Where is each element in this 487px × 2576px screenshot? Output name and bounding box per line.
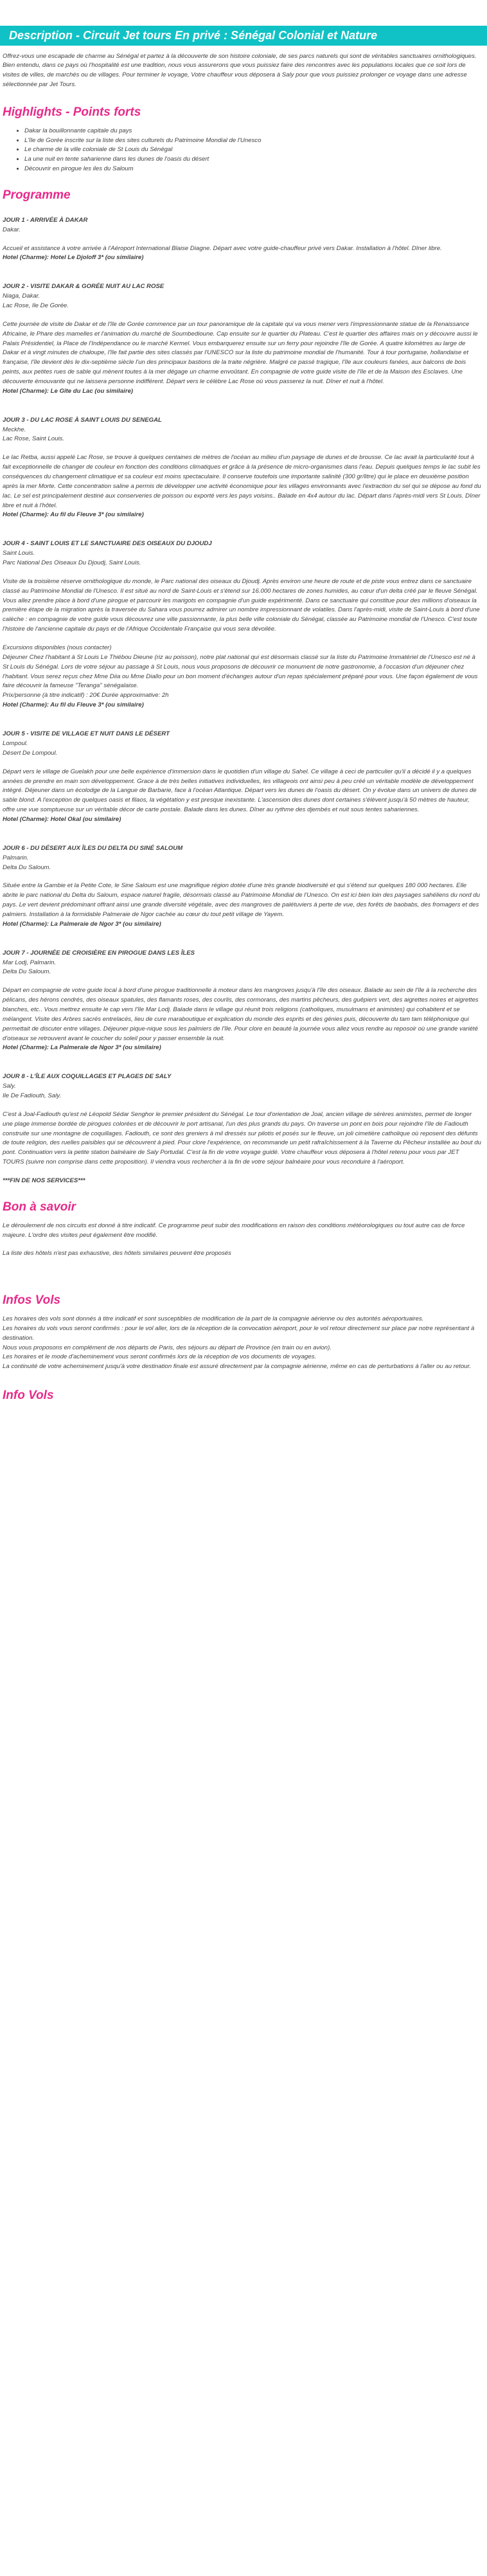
infos-vols-paragraph: Les horaires et le mode d'acheminement vous seront confirmés lors de la réception de vos documents de voyages.: [3, 1353, 317, 1361]
infos-vols-heading: Infos Vols: [3, 1293, 61, 1308]
day-description: Accueil et assistance à votre arrivée à l'Aéroport International Blaise Diagne. Départ avec votre guide-chauffeur privé vers Dakar. Installation à l'hôtel. Dîner libre.: [3, 244, 442, 252]
highlight-item: • Le charme de la ville coloniale de St Louis du Sénégal: [24, 145, 482, 155]
infos-vols-text: [3, 1315, 482, 1372]
day-description: Située entre la Gambie et la Petite Cote, le Sine Saloum est une magnifique région dotée d'une très grande biodiversité et qui s'étend sur quelques 180 000 hectares. Elle abrite le parc national du Delta du Saloum, espace naturel fragile, désormais classé au Patrimoine Mondial de l'Unesco. On est ici bien loin des paysages sahéliens du nord du pays. Le vert devient prédominant offrant ainsi une grande diversité végétale, avec des mangroves de palétuviers à perte de vue, des forêts de baobabs, des fromagers et des palmiers. Installation à la formidable Palmeraie de Ngor cachée au cœur du tout petit village de Yayem.: [3, 882, 481, 918]
day-place: Ile De Fadiouth, Saly.: [3, 1092, 62, 1099]
highlight-item: • La une nuit en tente saharienne dans les dunes de l'oasis du désert: [24, 155, 482, 165]
day-place: Désert De Lompoul.: [3, 749, 58, 757]
day-hotel: Hotel (Charme): Au fil du Fleuve 3* (ou similaire): [3, 511, 144, 519]
bon-a-savoir-paragraph: La liste des hôtels n'est pas exhaustive, des hôtels similaires peuvent être proposés: [3, 1250, 231, 1257]
day-place: Meckhe.: [3, 426, 26, 433]
services-end: ***FIN DE NOS SERVICES***: [3, 1177, 85, 1184]
day-excursions: Excursions disponibles (nous contacter) Déjeuner Chez l'habitant à St Louis Le Thiébou Dieune (riz au poisson), notre plat national qui est désormais classé sur la liste du Patrimoine Immatériel de l'Unesco est né à St Louis du Sénégal. Lors de votre séjour au passage à St Louis, nous vous proposons de découvrir ce monument de notre gastronomie, à l'occasion d'un déjeuner chez l'habitant. Vous serez reçus chez Mme Diia ou Mme Diallo pour un bon moment d'échanges autour d'un repas spécialement préparé pour vous. Une façon également de vous faire découvrir la fameuse "Teranga" sénégalaise. Prix/personne (à titre indicatif) : 20€ Durée approximative: 2h: [3, 644, 478, 699]
content: [0, 52, 487, 1403]
infos-vols-paragraph: Les horaires des vols sont donnés à titre indicatif et sont susceptibles de modification de la part de la compagnie aérienne ou des autorités aéroportuaires.: [3, 1315, 424, 1323]
day-place: Mar Lodj, Palmarin.: [3, 959, 57, 966]
day-hotel: Hotel (Charme): La Palmeraie de Ngor 3* (ou similaire): [3, 920, 161, 928]
infos-vols-paragraph: Les horaires du vols vous seront confirmés : pour le vol aller, lors de la réception de la convocation aéroport, pour le vol retour directement sur place par notre représentant à destination.: [3, 1324, 475, 1342]
day-description: Départ vers le village de Guelakh pour une belle expérience d'immersion dans le quotidien d'un village du Sahel. Ce village à ceci de particulier qu'il a décidé il y a quelques années de prendre en main son développement. Grace à de très belles initiatives individuelles, les villageois ont ainsi peu à peu créé un véritable modèle de développement intégré. Déjeuner dans un écolodge de la Langue de Barbarie, face à l'océan Atlantique. Départ vers les dunes de l'oasis du désert. On y évolue dans un univers de dunes de sable blond. A l'exception de quelques oasis et filaos, la végétation y est presque inexistante. L'ascension des dunes dont certaines s'élèvent jusqu'à 50 mètres de hauteur, offre une vue somptueuse sur un véritable décor de carte postale. Balade dans les dunes. Dîner au rythme des djembés et nuit sous tentes sahariennes.: [3, 768, 477, 814]
programme-day: [3, 844, 482, 930]
programme-heading: Programme: [3, 188, 71, 203]
day-title: JOUR 5 - VISITE DE VILLAGE ET NUIT DANS LE DÉSERT: [3, 730, 170, 738]
programme-day: [3, 949, 482, 1054]
page: [0, 26, 487, 1403]
programme-day: [3, 730, 482, 825]
bon-a-savoir-text: [3, 1221, 482, 1259]
programme-day: [3, 216, 482, 263]
day-hotel: Hotel (Charme): Au fil du Fleuve 3* (ou similaire): [3, 701, 144, 709]
day-title: JOUR 8 - L'ÎLE AUX COQUILLAGES ET PLAGES DE SALY: [3, 1073, 172, 1081]
infos-vols-paragraph: La continuité de votre acheminement jusqu'à votre destination finale est assuré directement par la compagnie aérienne, même en cas de perturbations à l'aller ou au retour.: [3, 1363, 472, 1371]
day-hotel: Hotel (Charme): La Palmeraie de Ngor 3* (ou similaire): [3, 1044, 161, 1052]
day-hotel: Hotel (Charme): Hotel Le Djoloff 3* (ou similaire): [3, 254, 144, 262]
programme-day: [3, 1072, 482, 1167]
day-place: Lac Rose, Ile De Gorée.: [3, 302, 69, 309]
day-hotel: Hotel (Charme): Le Gîte du Lac (ou similaire): [3, 387, 134, 395]
day-place: Lompoul.: [3, 739, 28, 747]
day-description: C'est à Joal-Fadiouth qu'est né Léopold Sédar Senghor le premier président du Sénégal. Le tour d'orientation de Joal, ancien village de sérères animistes, permet de longer une plage immense bordée de pirogues colorées et de découvrir le port artisanal, l'un des plus grands du pays. On traverse un pont en bois pour rejoindre l'île de Fadiouth construite sur une montagne de coquillages. Fadiouth, ce sont des greniers à mil dressés sur pilotis et posés sur le fleuve, un joli cimetière catholique où reposent des défunts de toute religion, des ruelles paisibles qui se découvrent à pied. Pour clore l'expérience, on recommande un petit rafraîchissement à la Taverne du Pêcheur installée au bout du pont. Continuation vers la petite station balnéaire de Saly Portudal. C'est la fin de votre voyage guidé. Votre chauffeur vous déposera à l'hôtel retenu pour vous par JET TOURS (suivre non comprise dans cette proposition). Il viendra vous rechercher à la fin de votre séjour balnéaire pour vous reconduire à l'aéroport.: [3, 1110, 481, 1166]
day-place: Palmarin.: [3, 854, 29, 861]
day-place: Dakar.: [3, 226, 21, 233]
highlight-item: • L'île de Gorée inscrite sur la liste des sites culturels du Patrimoine Mondial de l'Unesco: [24, 136, 482, 146]
highlight-item: • Découvrir en pirogue les iles du Saloum: [24, 165, 482, 174]
day-place: Saly.: [3, 1083, 16, 1090]
highlights-heading: Highlights - Points forts: [3, 105, 141, 119]
day-title: JOUR 6 - DU DÉSERT AUX ÎLES DU DELTA DU SINÉ SALOUM: [3, 844, 183, 852]
day-place: Delta Du Saloum.: [3, 968, 51, 976]
programme-day: [3, 416, 482, 521]
day-title: JOUR 1 - ARRIVÉE À DAKAR: [3, 216, 88, 224]
day-description: Cette journée de visite de Dakar et de l'île de Gorée commence par un tour panoramique de la capitale qui va vous mener vers l'impressionnante statue de la Renaissance Africaine, le Phare des mamelles et l'animation du marché de Soumbedioune. Cap ensuite sur le quartier du Plateau. C'est le quartier des affaires mais on y découvre aussi le Palais Présidentiel, la Place de l'Indépendance ou le marché Kermel. Vous embarquerez ensuite sur un ferry pour rejoindre l'île de Gorée. A quatre kilomètres au large de Dakar et à vingt minutes de chaloupe, l'île fait partie des sites classés par l'UNESCO sur la liste du patrimoine mondial de l'humanité. Tour à tour portugaise, hollandaise et française, l'île devient dès le dix-septième siècle l'un des principaux bastions de la traite négrière. Malgré ce passé tragique, l'île aux couleurs fanées, aux balcons de bois peints, aux petites rues de sable qui mènent toutes à la mer dégage un charme envoûtant. En compagnie de votre guide visite de l'île et de la Maison des Esclaves. Une découverte émouvante qui ne laissera personne indifférent. Départ vers le célèbre Lac Rose où vous passerez la nuit. Dîner et nuit à l'hôtel.: [3, 320, 478, 385]
day-title: JOUR 3 - DU LAC ROSE À SAINT LOUIS DU SENEGAL: [3, 416, 162, 424]
day-description: Départ en compagnie de votre guide local à bord d'une pirogue traditionnelle à moteur dans les mangroves jusqu'à l'île des oiseaux. Balade au sein de l'île à la recherche des pélicans, des hérons cendrés, des oiseaux spatules, des flamants roses, des courlis, des cormorans, des martins pêcheurs, des guêpiers vert, des aigrettes noires et aigrettes blanches, etc.. Vous mettrez ensuite le cap vers l'île Mar Lodj. Balade dans le village qui réunit trois religions (catholiques, musulmans et animistes) qui cohabitent et se mélangent. Visite des Arbres sacrés entrelacés, lieu de cure maraboutique et explication du monde des esprits et des génies puis, découverte du tam tam téléphonique qui permettait de discuter entre villages. Déjeuner pique-nique sous les palmiers de l'île. Pour clore en beauté la journée vous allez vous rendre au reposoir où une grande variété d'oiseaux se retrouvent avant le coucher du soleil pour y passer ensemble la nuit.: [3, 987, 479, 1042]
highlights-list: [3, 127, 482, 174]
intro-text: Offrez-vous une escapade de charme au Sénégal et partez à la découverte de son histoire coloniale, de ses parcs naturels qui sont de véritables sanctuaires ornithologiques. Bien entendu, dans ce pays où l'hospitalité est une tradition, nous vous assurerons que vous puissiez faire des rencontres avec les populations locales que ce soit lors de visites de villes, de marchés ou de villages. Pour terminer le voyage, Votre chauffeur vous déposera à Saly pour que vous puissiez prolonger ce voyage dans une adresse sélectionnée par Jet Tours.: [3, 52, 477, 89]
day-place: Parc National Des Oiseaux Du Djoudj, Saint Louis.: [3, 559, 141, 567]
info-vols-heading: Info Vols: [3, 1389, 54, 1403]
day-description: Visite de la troisième réserve ornithologique du monde, le Parc national des oiseaux du Djoudj. Après environ une heure de route et de piste vous entrez dans ce sanctuaire classé au Patrimoine Mondial de l'Unesco. Il est situé au nord de Saint-Louis et s'étend sur 16.000 hectares de zones humides, au cœur d'un delta créé par le fleuve Sénégal. Vous allez prendre place à bord d'une pirogue et parcourir les marigots en compagnie d'un guide expérimenté. Dans ce sanctuaire qui constitue pour des millions d'oiseaux la première étape de la migration après la traversée du Sahara vous pourrez admirer un nombre impressionnant de volatiles. Dans l'après-midi, visite de Saint-Louis à bord d'une calèche : en compagnie de votre guide vous découvrez une ville passionnante, la plus belle ville coloniale du Sénégal, classée au Patrimoine mondial de l'Unesco. C'est toute l'histoire de l'ancienne capitale du pays et de l'Afrique Occidentale Française qui vous sera dévoilée.: [3, 577, 480, 633]
day-title: JOUR 4 - SAINT LOUIS ET LE SANCTUAIRE DES OISEAUX DU DJOUDJ: [3, 540, 212, 548]
day-title: JOUR 7 - JOURNÉE DE CROISIÈRE EN PIROGUE DANS LES ÎLES: [3, 949, 195, 957]
bon-a-savoir-heading: Bon à savoir: [3, 1200, 76, 1214]
programme-day: [3, 282, 482, 396]
day-hotel: Hotel (Charme): Hotel Okal (ou similaire): [3, 815, 121, 823]
infos-vols-paragraph: Nous vous proposons en complément de nos départs de Paris, des séjours au départ de Province (en train ou en avion).: [3, 1344, 332, 1351]
day-title: JOUR 2 - VISITE DAKAR & GORÉE NUIT AU LAC ROSE: [3, 283, 164, 291]
day-description: Le lac Retba, aussi appelé Lac Rose, se trouve à quelques centaines de mètres de l'océan au milieu d'un paysage de dunes et de brousse. Ce lac avait la particularité tout à fait exceptionnelle de changer de couleur en fonction des conditions climatiques et grâce à la présence de micro-organismes dans l'eau. Depuis quelques temps le lac subit les conséquences du changement climatique et sa couleur est moins spectaculaire. Il conserve toutefois une importante salinité (300 gr/litre) qui le place en deuxième position après la mer Morte. Cette concentration saline a permis de développer une activité économique pour les villages environnants avec l'extraction du sel qui se dépose au fond du lac. Le sel est principalement destiné aux conserveries de poisson ou exporté vers les pays voisins.. Balade en 4x4 autour du lac. Départ dans l'après-midi vers St Louis. Dîner libre et nuit à l'hôtel.: [3, 454, 481, 509]
day-place: Niaga, Dakar.: [3, 293, 40, 300]
programme-day: [3, 539, 482, 710]
page-title: Description - Circuit Jet tours En privé : Sénégal Colonial et Nature: [0, 26, 487, 46]
programme-days: [3, 216, 482, 1167]
day-place: Lac Rose, Saint Louis.: [3, 435, 64, 443]
day-place: Saint Louis.: [3, 550, 35, 557]
highlight-item: • Dakar la bouillonnante capitale du pays: [24, 127, 482, 136]
day-place: Delta Du Saloum.: [3, 863, 51, 871]
bon-a-savoir-paragraph: Le déroulement de nos circuits est donné à titre indicatif. Ce programme peut subir des modifications en raison des conditions météorologiques ou tout autre cas de force majeure. L'ordre des visites peut également être modifié.: [3, 1221, 465, 1239]
